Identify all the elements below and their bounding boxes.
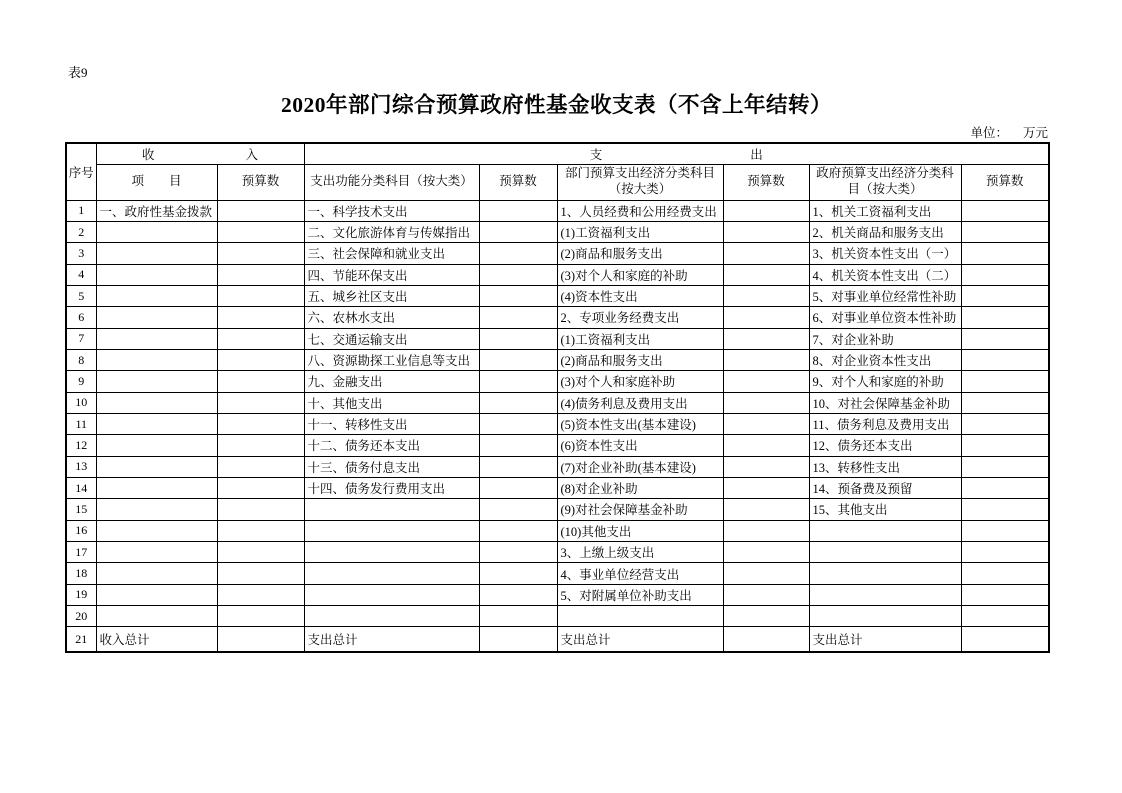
- gov-budget-cell: [961, 477, 1049, 498]
- header-expense-char-2: 出: [750, 147, 763, 162]
- header-func-budget: 预算数: [479, 164, 557, 200]
- gov-budget-cell: [961, 392, 1049, 413]
- dept-budget-cell: [723, 477, 809, 498]
- func-budget-cell: [479, 584, 557, 605]
- seq-cell: 16: [66, 520, 96, 541]
- table-row: [66, 435, 1049, 456]
- header-func-class: 支出功能分类科目（按大类）: [304, 164, 479, 200]
- table-row: [66, 328, 1049, 349]
- func-budget-cell: [479, 520, 557, 541]
- gov-budget-cell: [961, 606, 1049, 627]
- gov-item-cell: 支出总计: [809, 627, 961, 652]
- seq-cell: 6: [66, 307, 96, 328]
- func-item-cell: 七、交通运输支出: [304, 328, 479, 349]
- header-income-char-2: 入: [245, 147, 258, 162]
- gov-budget-cell: [961, 499, 1049, 520]
- dept-budget-cell: [723, 307, 809, 328]
- func-item-cell: 六、农林水支出: [304, 307, 479, 328]
- income-item-cell: [96, 221, 217, 242]
- income-budget-cell: [217, 606, 304, 627]
- func-budget-cell: [479, 606, 557, 627]
- unit-label: 单位：: [970, 126, 1008, 140]
- income-budget-cell: [217, 221, 304, 242]
- func-budget-cell: [479, 243, 557, 264]
- gov-item-cell: 6、对事业单位资本性补助: [809, 307, 961, 328]
- func-budget-cell: [479, 413, 557, 434]
- income-budget-cell: [217, 285, 304, 306]
- income-item-cell: [96, 584, 217, 605]
- income-item-cell: [96, 413, 217, 434]
- income-item-cell: [96, 285, 217, 306]
- header-income-budget: 预算数: [217, 164, 304, 200]
- dept-budget-cell: [723, 221, 809, 242]
- dept-item-cell: 4、事业单位经营支出: [557, 563, 723, 584]
- table-row: [66, 285, 1049, 306]
- header-dept-econ-class: 部门预算支出经济分类科目（按大类）: [557, 164, 723, 200]
- seq-cell: 18: [66, 563, 96, 584]
- func-item-cell: 十三、债务付息支出: [304, 456, 479, 477]
- table-row: [66, 264, 1049, 285]
- seq-cell: 19: [66, 584, 96, 605]
- dept-budget-cell: [723, 264, 809, 285]
- unit-value: 万元: [1022, 126, 1048, 140]
- dept-item-cell: (3)对个人和家庭的补助: [557, 264, 723, 285]
- header-gov-econ-class: 政府预算支出经济分类科目（按大类）: [809, 164, 961, 200]
- func-budget-cell: [479, 328, 557, 349]
- dept-item-cell: (2)商品和服务支出: [557, 349, 723, 370]
- func-item-cell: 十一、转移性支出: [304, 413, 479, 434]
- func-budget-cell: [479, 392, 557, 413]
- income-budget-cell: [217, 264, 304, 285]
- func-item-cell: 十二、债务还本支出: [304, 435, 479, 456]
- seq-cell: 12: [66, 435, 96, 456]
- func-item-cell: 十、其他支出: [304, 392, 479, 413]
- seq-cell: 20: [66, 606, 96, 627]
- dept-item-cell: (1)工资福利支出: [557, 221, 723, 242]
- income-item-cell: [96, 392, 217, 413]
- func-budget-cell: [479, 307, 557, 328]
- dept-item-cell: (5)资本性支出(基本建设): [557, 413, 723, 434]
- dept-budget-cell: [723, 456, 809, 477]
- dept-item-cell: 5、对附属单位补助支出: [557, 584, 723, 605]
- income-budget-cell: [217, 371, 304, 392]
- dept-budget-cell: [723, 584, 809, 605]
- header-income-char-1: 收: [141, 147, 155, 162]
- table-row: [66, 520, 1049, 541]
- dept-budget-cell: [723, 328, 809, 349]
- dept-budget-cell: [723, 371, 809, 392]
- func-budget-cell: [479, 477, 557, 498]
- dept-item-cell: 2、专项业务经费支出: [557, 307, 723, 328]
- income-budget-cell: [217, 477, 304, 498]
- dept-budget-cell: [723, 243, 809, 264]
- dept-budget-cell: [723, 392, 809, 413]
- func-item-cell: [304, 520, 479, 541]
- seq-cell: 4: [66, 264, 96, 285]
- dept-item-cell: (4)资本性支出: [557, 285, 723, 306]
- income-item-cell: [96, 264, 217, 285]
- func-budget-cell: [479, 264, 557, 285]
- dept-item-cell: 3、上缴上级支出: [557, 542, 723, 563]
- income-budget-cell: [217, 627, 304, 652]
- func-item-cell: 九、金融支出: [304, 371, 479, 392]
- table-row: [66, 627, 1049, 652]
- gov-item-cell: 9、对个人和家庭的补助: [809, 371, 961, 392]
- table-row: [66, 542, 1049, 563]
- dept-budget-cell: [723, 349, 809, 370]
- gov-budget-cell: [961, 349, 1049, 370]
- header-expense-group: [304, 143, 1049, 164]
- table-row: [66, 307, 1049, 328]
- income-budget-cell: [217, 328, 304, 349]
- dept-budget-cell: [723, 499, 809, 520]
- seq-cell: 7: [66, 328, 96, 349]
- func-budget-cell: [479, 221, 557, 242]
- header-gov-budget: 预算数: [961, 164, 1049, 200]
- income-item-cell: [96, 243, 217, 264]
- func-item-cell: 支出总计: [304, 627, 479, 652]
- income-budget-cell: [217, 413, 304, 434]
- income-item-cell: [96, 349, 217, 370]
- header-income-item: 项 目: [96, 164, 217, 200]
- income-item-cell: [96, 606, 217, 627]
- income-budget-cell: [217, 456, 304, 477]
- table-row: [66, 499, 1049, 520]
- seq-cell: 2: [66, 221, 96, 242]
- table-row: [66, 563, 1049, 584]
- gov-item-cell: 11、债务利息及费用支出: [809, 413, 961, 434]
- header-expense-char-1: 支: [589, 147, 603, 162]
- gov-budget-cell: [961, 520, 1049, 541]
- gov-item-cell: [809, 520, 961, 541]
- header-dept-budget: 预算数: [723, 164, 809, 200]
- header-seq: 序号: [66, 143, 96, 200]
- income-item-cell: 收入总计: [96, 627, 217, 652]
- gov-budget-cell: [961, 328, 1049, 349]
- dept-item-cell: (6)资本性支出: [557, 435, 723, 456]
- gov-budget-cell: [961, 307, 1049, 328]
- income-item-cell: [96, 456, 217, 477]
- seq-cell: 1: [66, 200, 96, 221]
- gov-item-cell: 1、机关工资福利支出: [809, 200, 961, 221]
- dept-budget-cell: [723, 200, 809, 221]
- table-row: [66, 221, 1049, 242]
- func-budget-cell: [479, 200, 557, 221]
- income-budget-cell: [217, 563, 304, 584]
- gov-item-cell: 5、对事业单位经常性补助: [809, 285, 961, 306]
- table-row: [66, 584, 1049, 605]
- table-row: [66, 456, 1049, 477]
- page-title: 2020年部门综合预算政府性基金收支表（不含上年结转）: [280, 93, 832, 117]
- dept-budget-cell: [723, 606, 809, 627]
- gov-item-cell: [809, 563, 961, 584]
- gov-item-cell: 3、机关资本性支出（一）: [809, 243, 961, 264]
- gov-item-cell: [809, 606, 961, 627]
- seq-cell: 8: [66, 349, 96, 370]
- table-row: [66, 200, 1049, 221]
- func-budget-cell: [479, 542, 557, 563]
- table-row: [66, 349, 1049, 370]
- gov-item-cell: 8、对企业资本性支出: [809, 349, 961, 370]
- dept-item-cell: (7)对企业补助(基本建设): [557, 456, 723, 477]
- gov-item-cell: 10、对社会保障基金补助: [809, 392, 961, 413]
- gov-budget-cell: [961, 584, 1049, 605]
- dept-budget-cell: [723, 520, 809, 541]
- func-item-cell: [304, 563, 479, 584]
- header-group-row: [66, 143, 1049, 164]
- gov-budget-cell: [961, 200, 1049, 221]
- seq-cell: 10: [66, 392, 96, 413]
- dept-budget-cell: [723, 413, 809, 434]
- table-row: [66, 243, 1049, 264]
- income-budget-cell: [217, 520, 304, 541]
- gov-budget-cell: [961, 243, 1049, 264]
- income-item-cell: [96, 542, 217, 563]
- income-item-cell: [96, 371, 217, 392]
- gov-budget-cell: [961, 285, 1049, 306]
- income-budget-cell: [217, 435, 304, 456]
- income-budget-cell: [217, 243, 304, 264]
- gov-budget-cell: [961, 456, 1049, 477]
- dept-budget-cell: [723, 285, 809, 306]
- func-item-cell: 十四、债务发行费用支出: [304, 477, 479, 498]
- dept-item-cell: (4)债务利息及费用支出: [557, 392, 723, 413]
- gov-item-cell: 4、机关资本性支出（二）: [809, 264, 961, 285]
- dept-budget-cell: [723, 542, 809, 563]
- income-budget-cell: [217, 392, 304, 413]
- seq-cell: 5: [66, 285, 96, 306]
- table-row: [66, 477, 1049, 498]
- func-item-cell: 二、文化旅游体育与传媒指出: [304, 221, 479, 242]
- func-item-cell: [304, 584, 479, 605]
- income-item-cell: [96, 307, 217, 328]
- func-item-cell: 八、资源勘探工业信息等支出: [304, 349, 479, 370]
- gov-item-cell: [809, 542, 961, 563]
- dept-budget-cell: [723, 563, 809, 584]
- gov-item-cell: 15、其他支出: [809, 499, 961, 520]
- seq-cell: 17: [66, 542, 96, 563]
- func-budget-cell: [479, 371, 557, 392]
- dept-item-cell: [557, 606, 723, 627]
- gov-item-cell: 14、预备费及预留: [809, 477, 961, 498]
- func-item-cell: [304, 542, 479, 563]
- gov-budget-cell: [961, 264, 1049, 285]
- gov-budget-cell: [961, 542, 1049, 563]
- income-item-cell: [96, 563, 217, 584]
- seq-cell: 14: [66, 477, 96, 498]
- func-item-cell: 四、节能环保支出: [304, 264, 479, 285]
- table-body: [66, 200, 1049, 652]
- gov-budget-cell: [961, 413, 1049, 434]
- gov-budget-cell: [961, 435, 1049, 456]
- budget-table: [65, 142, 1050, 653]
- func-budget-cell: [479, 456, 557, 477]
- income-item-cell: [96, 499, 217, 520]
- gov-item-cell: [809, 584, 961, 605]
- dept-item-cell: (1)工资福利支出: [557, 328, 723, 349]
- table-row: [66, 606, 1049, 627]
- income-item-cell: [96, 477, 217, 498]
- func-item-cell: 三、社会保障和就业支出: [304, 243, 479, 264]
- gov-budget-cell: [961, 563, 1049, 584]
- gov-item-cell: 7、对企业补助: [809, 328, 961, 349]
- dept-item-cell: (2)商品和服务支出: [557, 243, 723, 264]
- seq-cell: 13: [66, 456, 96, 477]
- dept-item-cell: (9)对社会保障基金补助: [557, 499, 723, 520]
- dept-budget-cell: [723, 435, 809, 456]
- header-columns-row: [66, 164, 1049, 200]
- gov-item-cell: 13、转移性支出: [809, 456, 961, 477]
- func-budget-cell: [479, 627, 557, 652]
- income-item-cell: [96, 435, 217, 456]
- gov-item-cell: 2、机关商品和服务支出: [809, 221, 961, 242]
- dept-item-cell: (3)对个人和家庭补助: [557, 371, 723, 392]
- func-budget-cell: [479, 349, 557, 370]
- seq-cell: 11: [66, 413, 96, 434]
- func-item-cell: [304, 499, 479, 520]
- seq-cell: 21: [66, 627, 96, 652]
- func-budget-cell: [479, 285, 557, 306]
- gov-budget-cell: [961, 627, 1049, 652]
- func-budget-cell: [479, 499, 557, 520]
- table-number-tag: 表9: [68, 65, 88, 80]
- seq-cell: 15: [66, 499, 96, 520]
- dept-item-cell: (8)对企业补助: [557, 477, 723, 498]
- dept-item-cell: 1、人员经费和公用经费支出: [557, 200, 723, 221]
- income-item-cell: 一、政府性基金拨款: [96, 200, 217, 221]
- income-item-cell: [96, 520, 217, 541]
- gov-item-cell: 12、债务还本支出: [809, 435, 961, 456]
- income-budget-cell: [217, 349, 304, 370]
- seq-cell: 3: [66, 243, 96, 264]
- gov-budget-cell: [961, 371, 1049, 392]
- table-row: [66, 371, 1049, 392]
- header-income-group: [96, 143, 304, 164]
- table-header: [66, 143, 1049, 200]
- func-item-cell: 五、城乡社区支出: [304, 285, 479, 306]
- func-item-cell: 一、科学技术支出: [304, 200, 479, 221]
- table-row: [66, 413, 1049, 434]
- dept-item-cell: 支出总计: [557, 627, 723, 652]
- seq-cell: 9: [66, 371, 96, 392]
- unit-line: [970, 123, 1048, 141]
- dept-budget-cell: [723, 627, 809, 652]
- income-budget-cell: [217, 584, 304, 605]
- income-item-cell: [96, 328, 217, 349]
- gov-budget-cell: [961, 221, 1049, 242]
- income-budget-cell: [217, 200, 304, 221]
- income-budget-cell: [217, 542, 304, 563]
- func-budget-cell: [479, 563, 557, 584]
- income-budget-cell: [217, 307, 304, 328]
- func-item-cell: [304, 606, 479, 627]
- income-budget-cell: [217, 499, 304, 520]
- table-row: [66, 392, 1049, 413]
- dept-item-cell: (10)其他支出: [557, 520, 723, 541]
- func-budget-cell: [479, 435, 557, 456]
